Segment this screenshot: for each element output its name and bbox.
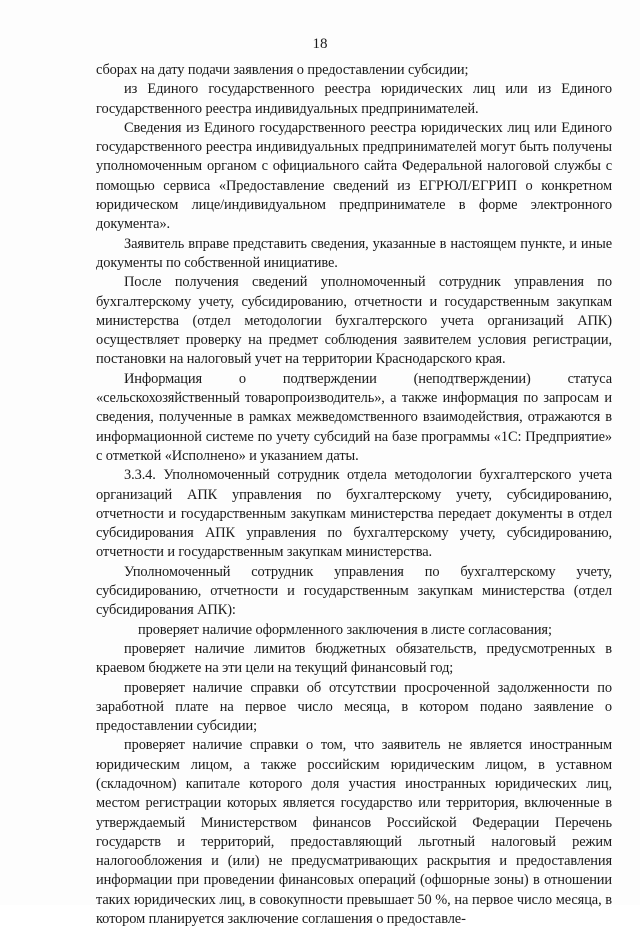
paragraph-3: Сведения из Единого государственного реестра юридических лиц или Единого государственного реестра индивидуальных предпринимателей могут быть получены уполномоченным органом с официального сайта Федеральной налоговой службы с помощью сервиса «Предоставление сведений из ЕГРЮЛ/ЕГРИП о конкретном юридическом лице/индивидуальном предпринимателе в форме электронного документа». xyxy=(96,119,612,233)
paragraph-11: проверяет наличие справки об отсутствии просроченной задолженности по заработной плате на первое число месяца, в котором подано заявление о предоставлении субсидии; xyxy=(96,679,612,735)
paragraph-9: проверяет наличие оформленного заключения в листе согласования; xyxy=(138,621,552,638)
paragraph-1: сборах на дату подачи заявления о предоставлении субсидии; xyxy=(96,62,469,78)
paragraph-12: проверяет наличие справки о том, что заявитель не является иностранным юридическим лицом, а также российским юридическим лицом, в уставном (складочном) капитале которого доля участия иностранных юридических лиц, местом регистрации которых является государство или территория, включенные в утверждаемый Министерством финансов Российской Федерации Перечень государств и территорий, предоставляющий льготный налоговый режим налогообложения и (или) не предусматривающих раскрытия и предоставления информации при проведении финансовых операций (офшорные зоны) в отношении таких юридических лиц, в совокупности превышает 50 %, на первое число месяца, в котором планируется заключение соглашения о предоставле- xyxy=(96,737,612,928)
paragraph-5: После получения сведений уполномоченный сотрудник управления по бухгалтерскому учету, субсидированию, отчетности и государственным закупкам министерства (отдел методологии бухгалтерского учета организаций АПК) осуществляет проверку на предмет соблюдения заявителем условия регистрации, постановки на налоговый учет на территории Краснодарского края. xyxy=(96,274,612,368)
paragraph-2: из Единого государственного реестра юридических лиц или из Единого государственного реестра индивидуальных предпринимателей. xyxy=(96,81,612,117)
paragraph-7: 3.3.4. Уполномоченный сотрудник отдела методологии бухгалтерского учета организаций АПК управления по бухгалтерскому учету, субсидированию, отчетности и государственным закупкам министерства передает документы в отдел субсидирования АПК управления по бухгалтерскому учету, субсидированию, отчетности и государственным закупкам министерства. xyxy=(96,467,612,561)
paragraph-6: Информация о подтверждении (неподтверждении) статуса «сельскохозяйственный товаропроизводитель», а также информация по запросам и сведения, полученные в рамках межведомственного взаимодействия, отражаются в информационной системе по учету субсидий на базе программы «1С: Предприятие» с отметкой «Исполнено» и указанием даты. xyxy=(96,370,612,464)
paragraph-10: проверяет наличие лимитов бюджетных обязательств, предусмотренных в краевом бюджете на эти цели на текущий финансовый год; xyxy=(96,640,612,677)
page-number: 18 xyxy=(312,36,328,52)
paragraph-8: Уполномоченный сотрудник управления по бухгалтерскому учету, субсидированию, отчетности и государственным закупкам министерства (отдел субсидирования АПК): xyxy=(96,563,612,619)
document-body xyxy=(96,61,612,929)
paragraph-4: Заявитель вправе представить сведения, указанные в настоящем пункте, и иные документы по собственной инициативе. xyxy=(96,235,612,271)
